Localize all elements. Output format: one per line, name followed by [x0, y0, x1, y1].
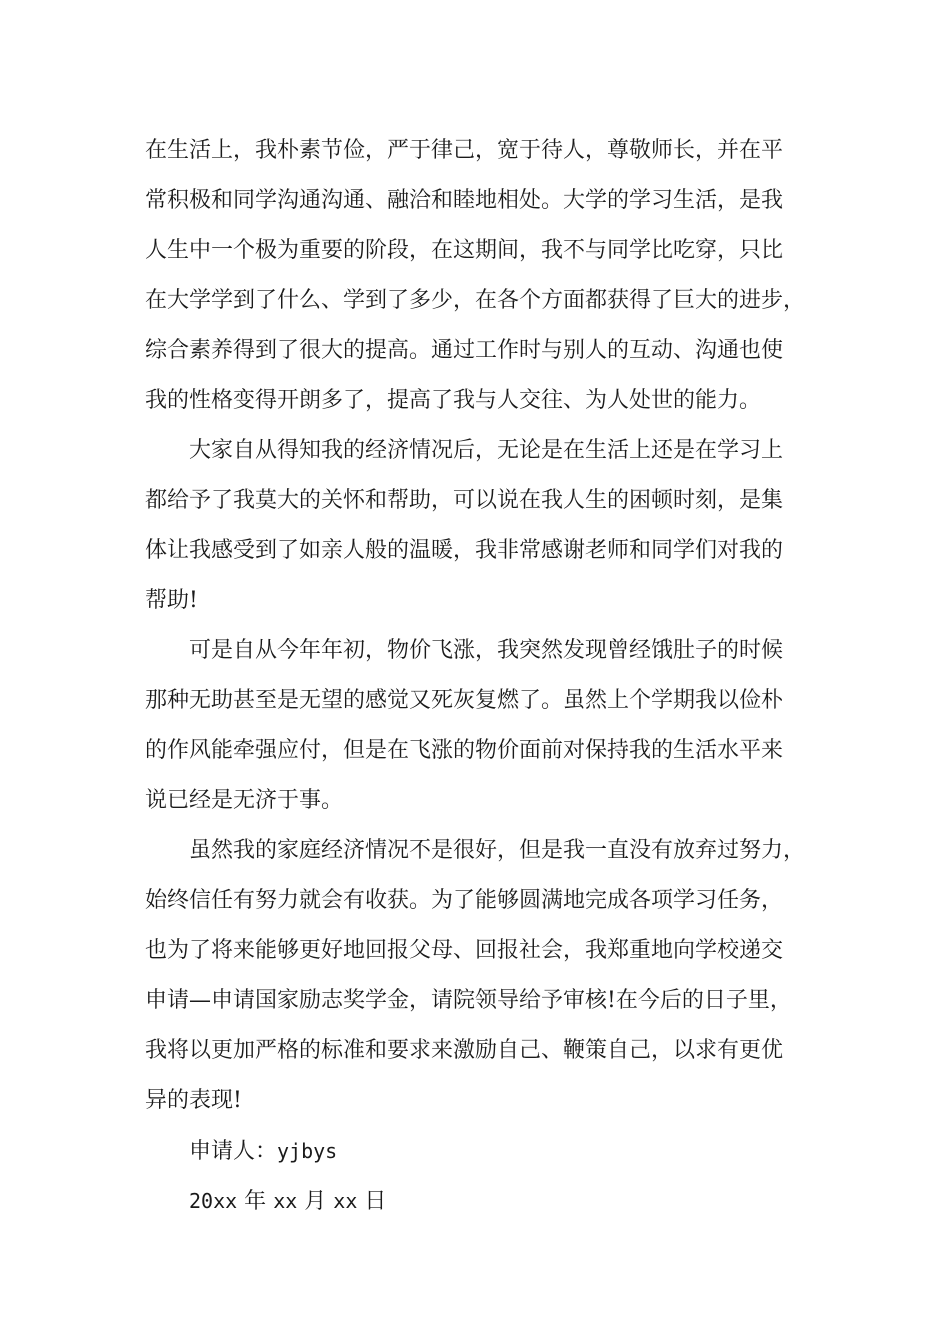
paragraph-line: 在大学学到了什么、学到了多少，在各个方面都获得了巨大的进步， — [145, 288, 806, 313]
applicant-label: 申请人： — [189, 1139, 278, 1164]
date-year: 20xx — [189, 1189, 238, 1213]
paragraph-line: 体让我感受到了如亲人般的温暖，我非常感谢老师和同学们对我的 — [145, 538, 784, 563]
date-line — [145, 1176, 835, 1226]
paragraph-line: 始终信任有努力就会有收获。为了能够圆满地完成各项学习任务， — [145, 888, 784, 913]
paragraph-line: 都给予了我莫大的关怀和帮助，可以说在我人生的困顿时刻，是集 — [145, 488, 784, 513]
paragraph-line: 那种无助甚至是无望的感觉又死灰复燃了。虽然上个学期我以俭朴 — [145, 688, 784, 713]
paragraph-2 — [145, 426, 835, 626]
paragraph-4 — [145, 826, 835, 1126]
date-month-unit: 月 — [304, 1189, 327, 1214]
paragraph-line: 申请—申请国家励志奖学金，请院领导给予审核!在今后的日子里， — [145, 988, 792, 1013]
paragraph-1 — [145, 126, 835, 426]
paragraph-line: 异的表现! — [145, 1088, 242, 1113]
paragraph-line: 也为了将来能够更好地回报父母、回报社会，我郑重地向学校递交 — [145, 938, 784, 963]
applicant-line — [145, 1126, 835, 1176]
applicant-name: yjbys — [277, 1139, 338, 1163]
paragraph-line: 的作风能牵强应付，但是在飞涨的物价面前对保持我的生活水平来 — [145, 738, 784, 763]
paragraph-line: 我的性格变得开朗多了，提高了我与人交往、为人处世的能力。 — [145, 388, 762, 413]
paragraph-line: 在生活上，我朴素节俭，严于律己，宽于待人，尊敬师长，并在平 — [145, 138, 784, 163]
date-month: xx — [273, 1189, 298, 1213]
paragraph-line: 可是自从今年年初，物价飞涨，我突然发现曾经饿肚子的时候 — [189, 638, 784, 663]
paragraph-line: 常积极和同学沟通沟通、融洽和睦地相处。大学的学习生活，是我 — [145, 188, 784, 213]
document-body — [145, 126, 835, 1226]
paragraph-line: 说已经是无济于事。 — [145, 788, 344, 813]
paragraph-3 — [145, 626, 835, 826]
date-day: xx — [333, 1189, 358, 1213]
date-year-unit: 年 — [244, 1189, 267, 1214]
paragraph-line: 人生中一个极为重要的阶段，在这期间，我不与同学比吃穿，只比 — [145, 238, 784, 263]
date-day-unit: 日 — [364, 1189, 387, 1214]
paragraph-line: 帮助! — [145, 588, 198, 613]
paragraph-line: 综合素养得到了很大的提高。通过工作时与别人的互动、沟通也使 — [145, 338, 784, 363]
paragraph-line: 大家自从得知我的经济情况后，无论是在生活上还是在学习上 — [189, 438, 784, 463]
paragraph-line: 我将以更加严格的标准和要求来激励自己、鞭策自己，以求有更优 — [145, 1038, 784, 1063]
paragraph-line: 虽然我的家庭经济情况不是很好，但是我一直没有放弃过努力， — [189, 838, 806, 863]
